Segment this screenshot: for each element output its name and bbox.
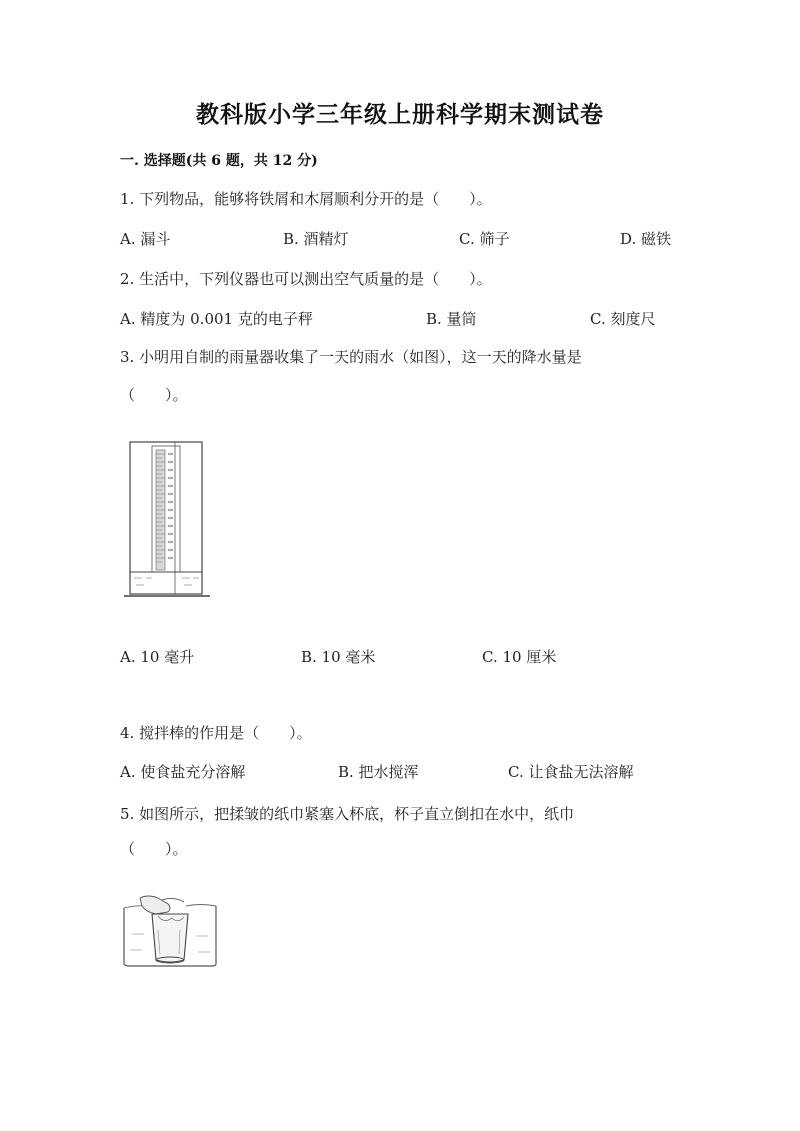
question-1-stem: 1. 下列物品，能够将铁屑和木屑顺利分开的是（ ）。	[120, 190, 492, 208]
question-1-option-c: C. 筛子	[459, 230, 510, 248]
section-heading: 一. 选择题(共 6 题，共 12 分)	[120, 153, 318, 169]
question-5-stem-line-2: （ ）。	[120, 840, 188, 858]
question-1-option-a: A. 漏斗	[120, 230, 171, 248]
question-4-option-c: C. 让食盐无法溶解	[508, 763, 634, 781]
question-1-option-d: D. 磁铁	[620, 230, 672, 248]
question-3-stem-line-2: （ ）。	[120, 386, 188, 404]
question-4-stem: 4. 搅拌棒的作用是（ ）。	[120, 724, 312, 742]
question-4-option-b: B. 把水搅浑	[338, 763, 419, 781]
question-3-stem-line-1: 3. 小明用自制的雨量器收集了一天的雨水（如图），这一天的降水量是	[120, 348, 582, 366]
question-2-option-a: A. 精度为 0.001 克的电子秤	[120, 310, 313, 328]
question-3-option-c: C. 10 厘米	[482, 648, 557, 666]
rain-gauge-icon	[122, 438, 214, 602]
question-2-stem: 2. 生活中，下列仪器也可以测出空气质量的是（ ）。	[120, 270, 492, 288]
question-2-option-b: B. 量筒	[426, 310, 477, 328]
question-3-option-b: B. 10 毫米	[301, 648, 376, 666]
question-3-option-a: A. 10 毫升	[120, 648, 195, 666]
question-1-option-b: B. 酒精灯	[283, 230, 349, 248]
question-5-stem-line-1: 5. 如图所示，把揉皱的纸巾紧塞入杯底，杯子直立倒扣在水中，纸巾	[120, 805, 575, 823]
page-title: 教科版小学三年级上册科学期末测试卷	[196, 101, 604, 128]
cup-in-water-icon	[120, 894, 220, 970]
question-4-option-a: A. 使食盐充分溶解	[120, 763, 246, 781]
question-2-option-c: C. 刻度尺	[590, 310, 656, 328]
